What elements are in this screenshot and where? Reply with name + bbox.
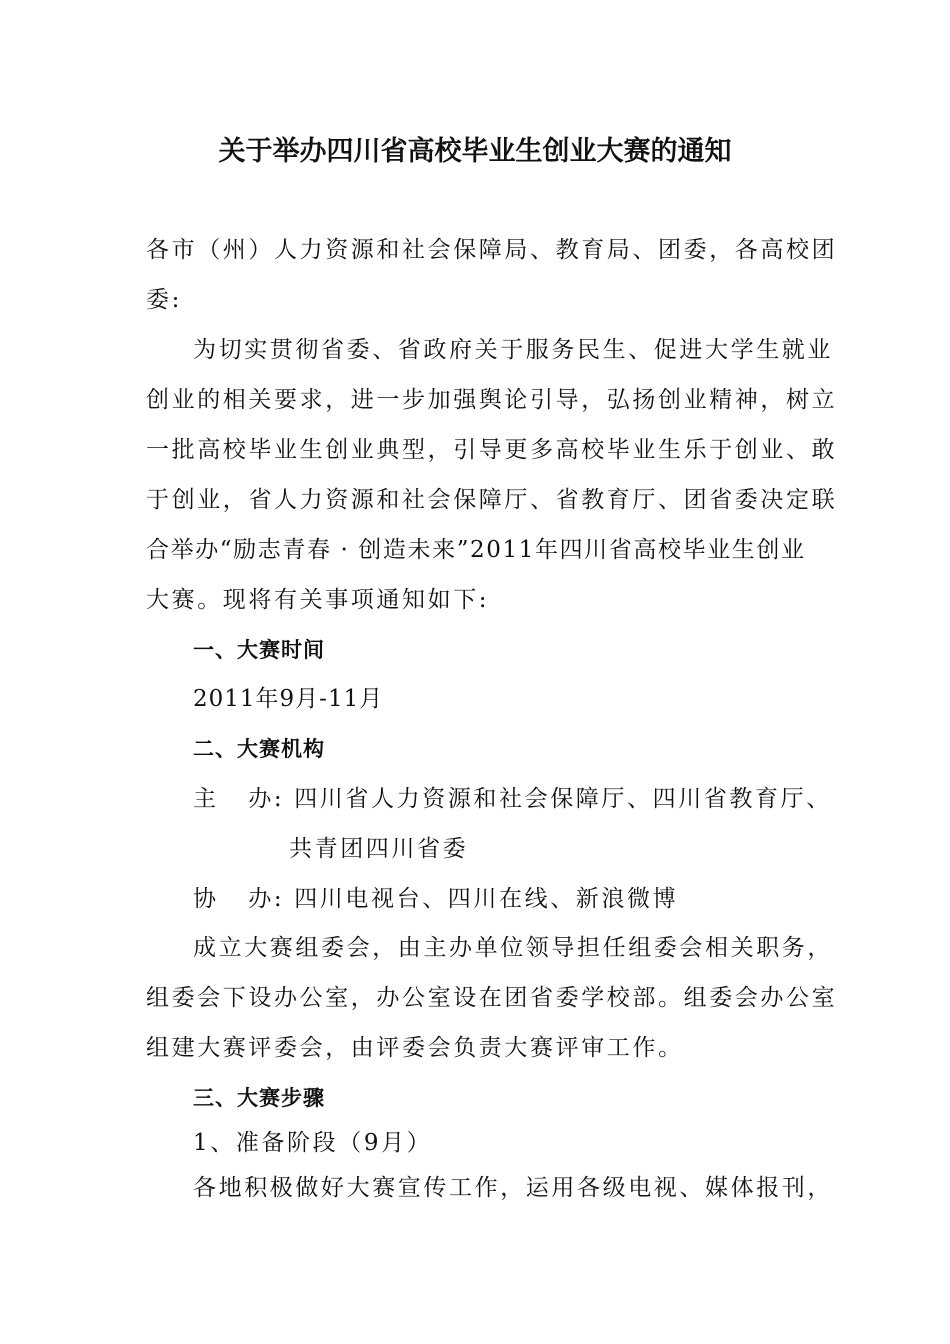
section-3-line-1: 各地积极做好大赛宣传工作，运用各级电视、媒体报刊， [193,1175,833,1201]
salutation-line-1: 各市（州）人力资源和社会保障局、教育局、团委，各高校团 [146,237,838,263]
host-line-1: 主 办: 四川省人力资源和社会保障厅、四川省教育厅、 [193,786,832,812]
section-2-para-line-1: 成立大赛组委会，由主办单位领导担任组委会相关职务， [193,935,833,961]
section-3-sub-1: 1、准备阶段（9月） [193,1130,433,1156]
section-2-para-line-3: 组建大赛评委会，由评委会负责大赛评审工作。 [146,1035,684,1061]
intro-line-3: 一批高校毕业生创业典型，引导更多高校毕业生乐于创业、敢 [146,437,838,463]
intro-line-1: 为切实贯彻省委、省政府关于服务民生、促进大学生就业 [193,337,833,363]
document-title: 关于举办四川省高校毕业生创业大赛的通知 [218,136,732,167]
section-1-line-1: 2011年9月-11月 [193,686,384,712]
section-1-heading: 一、大赛时间 [193,638,325,662]
intro-line-6: 大赛。现将有关事项通知如下: [146,587,490,613]
intro-line-4: 于创业，省人力资源和社会保障厅、省教育厅、团省委决定联 [146,487,838,513]
section-2-para-line-2: 组委会下设办公室，办公室设在团省委学校部。组委会办公室 [146,985,838,1011]
host-line-2: 共青团四川省委 [289,836,469,862]
intro-line-2: 创业的相关要求，进一步加强舆论引导，弘扬创业精神，树立 [146,387,838,413]
section-2-heading: 二、大赛机构 [193,737,325,761]
section-3-heading: 三、大赛步骤 [193,1086,325,1110]
cohost-line: 协 办: 四川电视台、四川在线、新浪微博 [193,886,679,912]
intro-line-5: 合举办“励志青春 · 创造未来”2011年四川省高校毕业生创业 [146,537,806,563]
salutation-line-2: 委: [146,287,182,313]
